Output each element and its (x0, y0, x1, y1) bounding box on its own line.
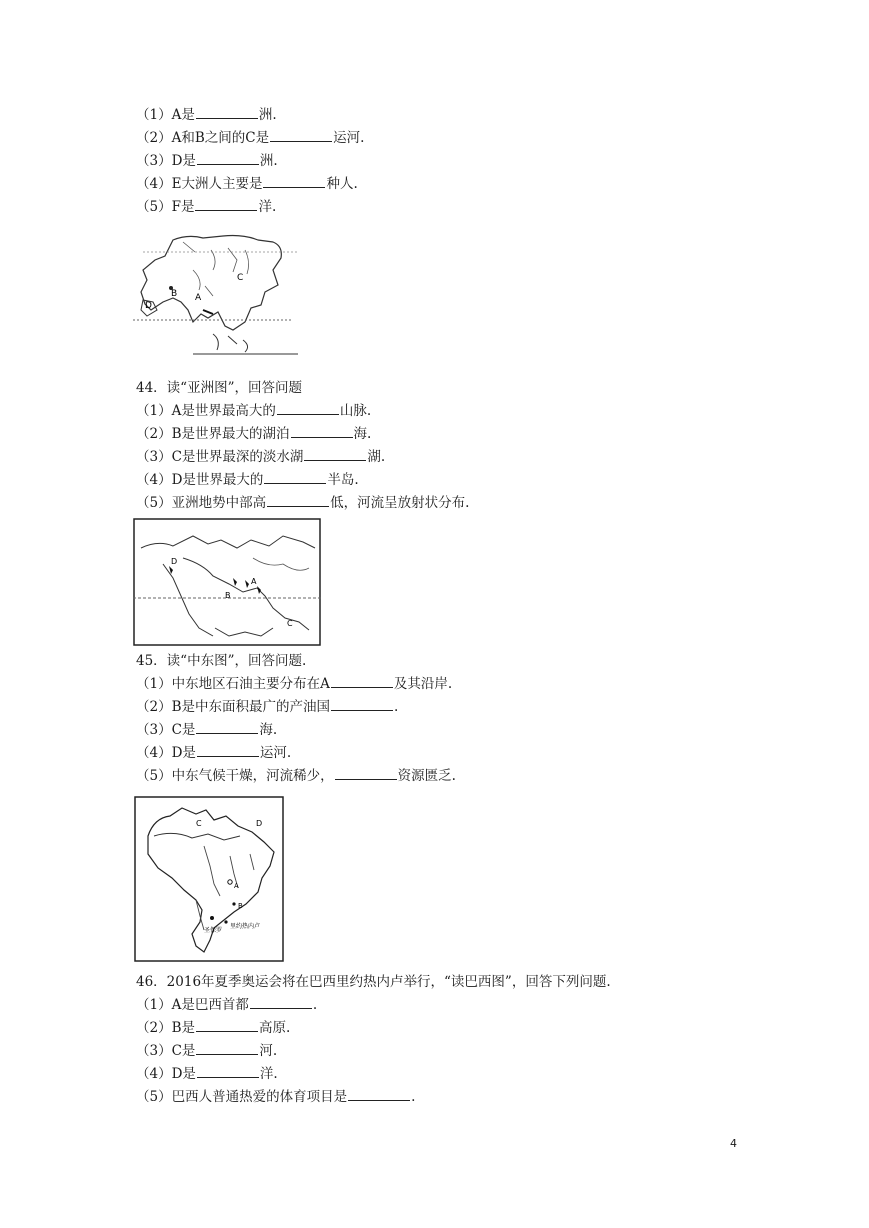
answer-blank[interactable] (331, 675, 393, 688)
q46-title: 46．2016年夏季奥运会将在巴西里约热内卢举行，“读巴西图”，回答下列问题. (136, 974, 611, 990)
map-label: C (287, 619, 293, 628)
question-text: （5）中东气候干燥，河流稀少， (136, 768, 334, 784)
map-label: D (256, 819, 263, 828)
map-label: B (238, 902, 243, 910)
question-text: （4）D是世界最大的 (136, 472, 264, 488)
answer-blank[interactable] (267, 494, 329, 507)
question-text: （5）亚洲地势中部高 (136, 495, 267, 511)
answer-blank[interactable] (335, 767, 397, 780)
q44-title: 44．读“亚洲图”，回答问题 (136, 380, 302, 396)
question-text: （2）B是世界最大的湖泊 (136, 426, 290, 442)
middle-east-map (133, 518, 321, 646)
q45-title: 45．读“中东图”，回答问题. (136, 653, 307, 669)
answer-blank[interactable] (270, 129, 332, 142)
q44-item-2 (136, 425, 371, 443)
q43-item-5 (136, 198, 276, 216)
question-text: （4）D是 (136, 1066, 196, 1082)
answer-blank[interactable] (196, 721, 258, 734)
q45-item-2 (136, 698, 398, 716)
question-text: （2）A和B之间的C是 (136, 130, 270, 146)
q45-item-4 (136, 744, 291, 762)
map-label: A (234, 882, 239, 890)
answer-blank[interactable] (197, 1065, 259, 1078)
answer-blank[interactable] (264, 471, 326, 484)
q44-item-1 (136, 402, 371, 420)
page-number: 4 (730, 1137, 737, 1150)
question-text: （3）C是 (136, 1043, 196, 1059)
answer-blank[interactable] (197, 744, 259, 757)
q43-item-1 (136, 106, 277, 124)
q45-item-1 (136, 675, 452, 693)
question-text: 运河. (259, 745, 292, 761)
answer-blank[interactable] (263, 175, 325, 188)
map-label: 里约热内卢 (230, 923, 261, 930)
answer-blank[interactable] (196, 106, 258, 119)
map-label: D (171, 557, 178, 566)
question-text: （4）D是 (136, 745, 196, 761)
q46-item-1 (136, 996, 317, 1014)
question-text: （2）B是 (136, 1020, 196, 1036)
q46-item-4 (136, 1065, 278, 1083)
question-text: （3）C是 (136, 722, 196, 738)
asia-map (133, 230, 298, 360)
answer-blank[interactable] (277, 402, 339, 415)
question-text: 洲. (258, 107, 277, 123)
question-text: 种人. (326, 176, 358, 192)
q45-item-5 (136, 767, 456, 785)
question-text: . (394, 699, 399, 715)
question-text: （1）A是巴西首都 (136, 997, 249, 1013)
question-text: 海. (259, 722, 278, 738)
map-label: B (171, 289, 178, 299)
map-label: D (145, 301, 152, 311)
question-text: （3）D是 (136, 153, 196, 169)
answer-blank[interactable] (291, 425, 353, 438)
question-text: 山脉. (339, 403, 372, 419)
map-label: B (225, 591, 231, 600)
map-label: C (237, 273, 244, 283)
question-text: 高原. (259, 1020, 291, 1036)
map-label: C (196, 819, 202, 828)
brazil-map (134, 796, 284, 962)
question-text: （1）A是 (136, 107, 195, 123)
q44-item-4 (136, 471, 359, 489)
question-text: . (312, 997, 318, 1013)
answer-blank[interactable] (304, 448, 366, 461)
q44-item-3 (136, 448, 385, 466)
question-text: 半岛. (327, 472, 359, 488)
answer-blank[interactable] (195, 198, 257, 211)
answer-blank[interactable] (196, 1042, 258, 1055)
question-text: 洋. (258, 199, 277, 215)
q43-item-4 (136, 175, 358, 193)
question-text: 及其沿岸. (393, 676, 453, 692)
question-text: 洲. (259, 153, 278, 169)
question-text: 海. (353, 426, 372, 442)
q44-item-5 (136, 494, 469, 512)
question-text: （1）A是世界最高大的 (136, 403, 276, 419)
answer-blank[interactable] (196, 1019, 258, 1032)
map-label: 圣保罗 (204, 927, 223, 934)
map-label: A (251, 577, 257, 586)
question-text: 湖. (367, 449, 386, 465)
answer-blank[interactable] (250, 996, 312, 1009)
question-text: 洋. (259, 1066, 278, 1082)
question-text: （5）F是 (136, 199, 195, 215)
answer-blank[interactable] (348, 1088, 410, 1101)
question-text: 河. (259, 1043, 278, 1059)
answer-blank[interactable] (331, 698, 393, 711)
q46-item-2 (136, 1019, 290, 1037)
question-text: （1）中东地区石油主要分布在A (136, 676, 330, 692)
map-label: A (195, 293, 202, 303)
question-text: 资源匮乏. (397, 768, 456, 784)
question-text: 运河. (333, 130, 365, 146)
question-text: （2）B是中东面积最广的产油国 (136, 699, 331, 715)
q43-item-3 (136, 152, 278, 170)
q43-item-2 (136, 129, 364, 147)
q45-item-3 (136, 721, 277, 739)
question-text: . (411, 1089, 416, 1105)
question-text: 低，河流呈放射状分布. (330, 495, 470, 511)
answer-blank[interactable] (197, 152, 259, 165)
question-text: （4）E大洲人主要是 (136, 176, 263, 192)
question-text: （5）巴西人普通热爱的体育项目是 (136, 1089, 348, 1105)
q46-item-3 (136, 1042, 277, 1060)
question-text: （3）C是世界最深的淡水湖 (136, 449, 304, 465)
q46-item-5 (136, 1088, 415, 1106)
